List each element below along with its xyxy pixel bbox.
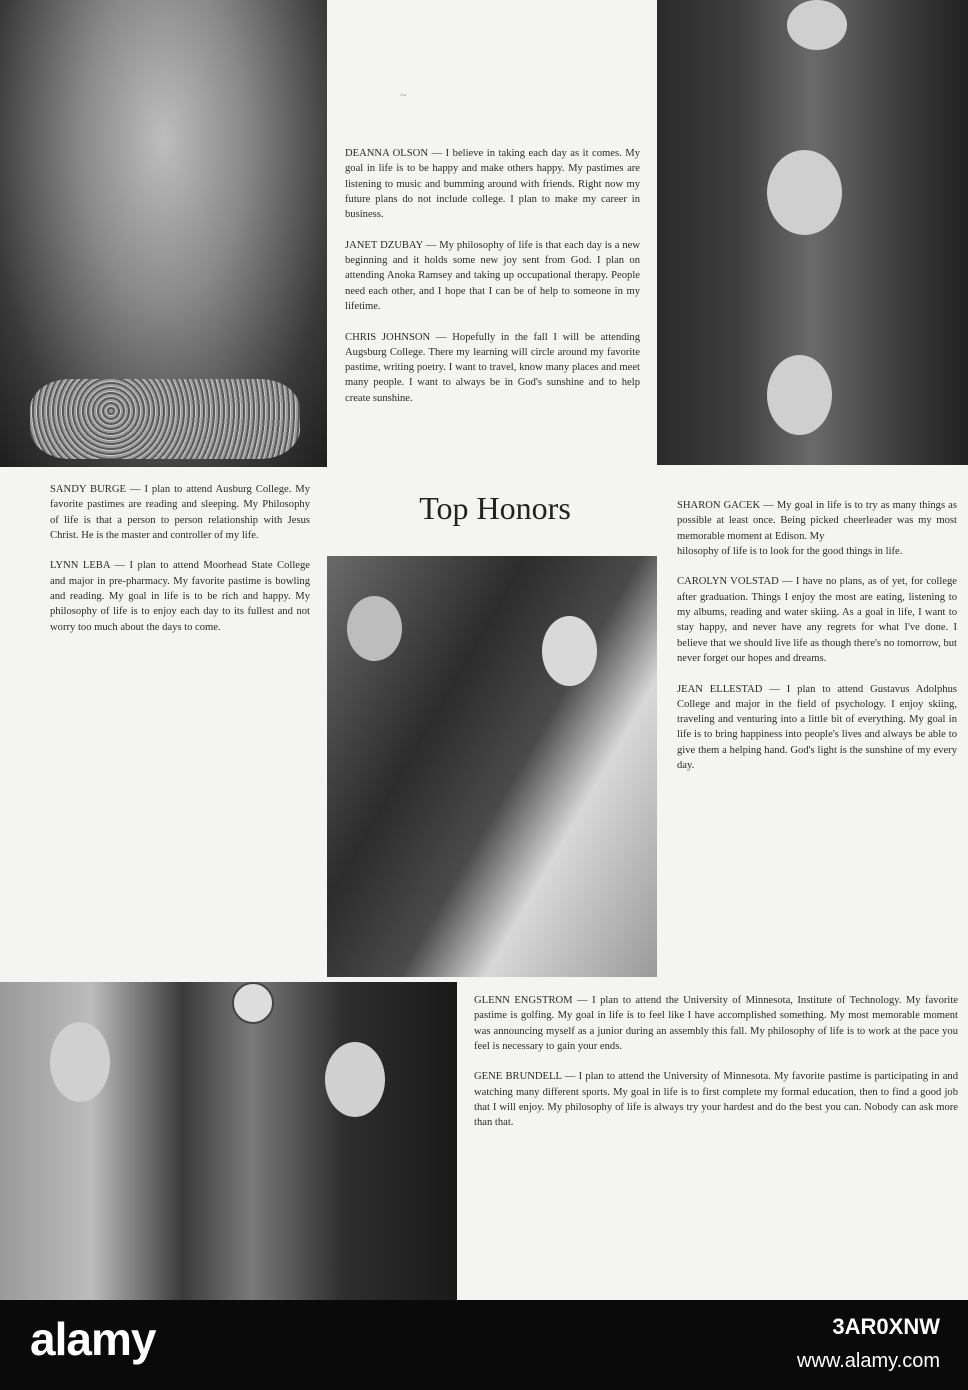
photo-teacher-and-student-with-plant [327,556,657,977]
senior-entry: SHARON GACEK — My goal in life is to try as many things as possible at least once. Being picked cheerleader was my most memorable moment at Edison. My hilosophy of life is to look for the good things in life. [677,500,957,557]
face [50,1022,110,1102]
face [347,596,402,661]
watermark-strip [0,1300,968,1390]
planter [30,379,300,459]
watermark-logo: alamy [30,1313,156,1365]
senior-entry: SANDY BURGE — I plan to attend Ausburg College. My favorite pastimes are reading and sleeping. My Philosophy of life is that a person to person relationship with Jesus Christ. He is the master and controller of my life. [50,484,311,541]
photo-three-girls-stacked [657,0,968,465]
senior-entry: JANET DZUBAY — My philosophy of life is that each day is a new beginning and it holds some new joy sent from God. I plan on attending Anoka Ramsey and taking up occupational therapy. People need each other, and I hope that I can be of help to someone in my lifetime. [345,239,640,312]
bottom-column-text [474,993,958,1146]
photo-two-boys-with-book-rack [0,982,457,1300]
senior-entry: DEANNA OLSON — I believe in taking each day as it comes. My goal in life is to be happy and make others happy. My pastimes are listening to music and bumming around with friends. Right now my future plans do not include college. I plan to make my career in business. [345,148,640,221]
pen-mark: ~ [400,88,407,102]
face [767,150,842,235]
face [542,616,597,686]
face [325,1042,385,1117]
middle-column-text [345,146,640,421]
image-code: 3AR0XNW [832,1314,940,1339]
senior-entry: GLENN ENGSTROM — I plan to attend the University of Minnesota, Institute of Technology. My favorite pastime is golfing. My goal in life is to feel like I have accomplished something. My most memorable moment was announcing myself as a junior during an assembly this fall. My philosophy of life is to work at the pace you feel is necessary to gain your ends. [474,995,958,1052]
watermark-url: www.alamy.com [797,1350,940,1372]
page-title: Top Honors [419,490,571,526]
senior-entry: LYNN LEBA — I plan to attend Moorhead State College and major in pre-pharmacy. My favorite pastime is bowling and reading. My goal in life is to be rich and happy. My philosophy of life is to enjoy each day to its fullest and not worry too much about the days to come. [50,560,311,633]
senior-entry: CAROLYN VOLSTAD — I have no plans, as of yet, for college after graduation. Things I enjoy the most are eating, listening to my albums, reading and water skiing. As a goal in life, I want to stay happy, and never have any regrets for what I've done. I believe that we should live life as though there's no tomorrow, but never forget our hopes and dreams. [677,576,957,664]
face [767,355,832,435]
right-column-text [677,498,957,789]
clock-icon [232,982,274,1024]
photo-three-girls-in-planter [0,0,327,467]
senior-entry: JEAN ELLESTAD — I plan to attend Gustavus Adolphus College and major in the field of psychology. I enjoy skiing, traveling and venturing into a little bit of everything. My goal in life is to bring happiness into people's lives and always be able to give them a helping hand. God's light is the sunshine of my every day. [677,683,957,772]
face [787,0,847,50]
senior-entry: CHRIS JOHNSON — Hopefully in the fall I will be attending Augsburg College. There my learning will circle around my favorite pastime, writing poetry. I want to travel, know many places and meet many people. I want to always be in God's sunshine and to help create sunshine. [345,331,640,404]
senior-entry: GENE BRUNDELL — I plan to attend the University of Minnesota. My favorite pastime is participating in and watching many different sports. My goal in life is to first complete my formal education, then to find a good job that I will enjoy. My philosophy of life is always try your hardest and do the best you can. Nobody can ask more than that. [474,1071,959,1129]
left-column-text [50,482,310,650]
